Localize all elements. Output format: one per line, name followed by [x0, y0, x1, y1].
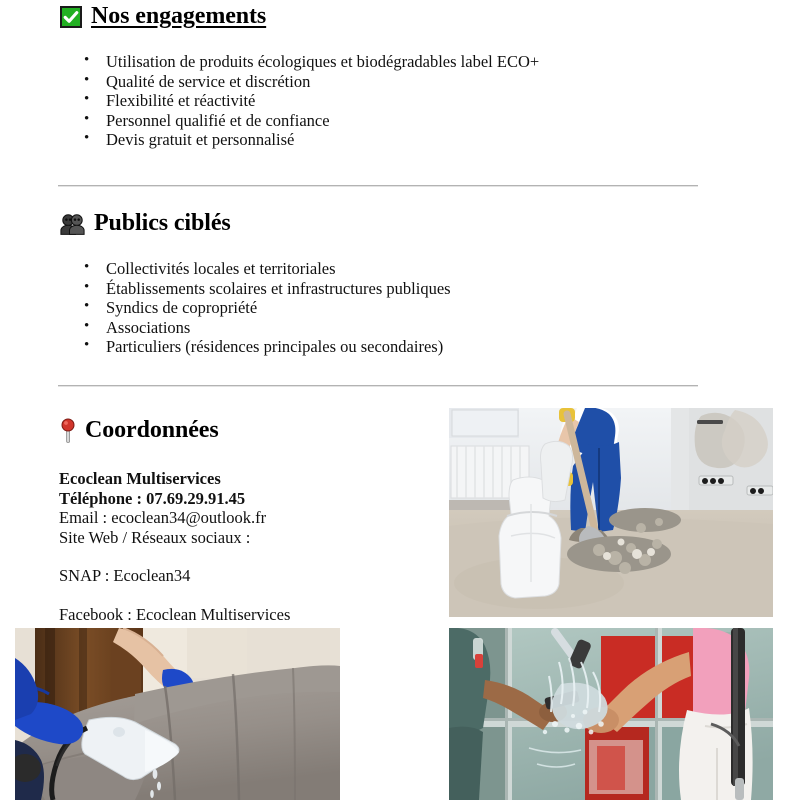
section-title-engagements: Nos engagements [91, 3, 267, 29]
section-title-publics: Publics ciblés [94, 210, 231, 236]
email-address[interactable]: Email : ecoclean34@outlook.fr [59, 508, 267, 528]
section-heading-coordonnees [0, 418, 219, 444]
green-check-box-icon [60, 6, 82, 28]
list-item: • Qualité de service et discrétion [106, 72, 539, 92]
section-heading-engagements [0, 4, 266, 29]
list-item: • Flexibilité et réactivité [106, 91, 539, 111]
website-social-label: Site Web / Réseaux sociaux : [59, 527, 251, 547]
section-divider-2 [58, 385, 698, 387]
list-item: • Associations [106, 318, 451, 338]
list-item: • Syndics de copropriété [106, 298, 451, 318]
two-people-busts-icon [60, 213, 85, 235]
list-item: • Utilisation de produits écologiques et biodégradables label ECO+ [106, 52, 539, 72]
list-engagements [0, 52, 539, 150]
list-publics [0, 259, 451, 357]
section-divider-1 [58, 185, 698, 187]
list-item: • Particuliers (résidences principales ou secondaires) [106, 337, 451, 357]
section-title-coordonnees: Coordonnées [85, 417, 219, 444]
spacer [59, 586, 290, 605]
list-item: • Établissements scolaires et infrastructures publiques [106, 279, 451, 299]
list-item: • Personnel qualifié et de confiance [106, 111, 539, 131]
red-pushpin-icon [60, 418, 76, 444]
spacer [59, 547, 290, 566]
photo-window-squeegee-cleaning [449, 628, 773, 800]
list-item: • Collectivités locales et territoriales [106, 259, 451, 279]
social-facebook[interactable]: Facebook : Ecoclean Multiservices [59, 604, 291, 624]
contact-block [0, 469, 290, 625]
photo-construction-debris-cleanup [449, 408, 773, 617]
company-name: Ecoclean Multiservices [59, 469, 221, 488]
social-snapchat[interactable]: SNAP : Ecoclean34 [59, 566, 191, 586]
phone-number: Téléphone : 07.69.29.91.45 [59, 488, 246, 508]
section-heading-publics [0, 211, 231, 236]
photo-sofa-upholstery-cleaning [15, 628, 340, 800]
list-item: • Devis gratuit et personnalisé [106, 130, 539, 150]
